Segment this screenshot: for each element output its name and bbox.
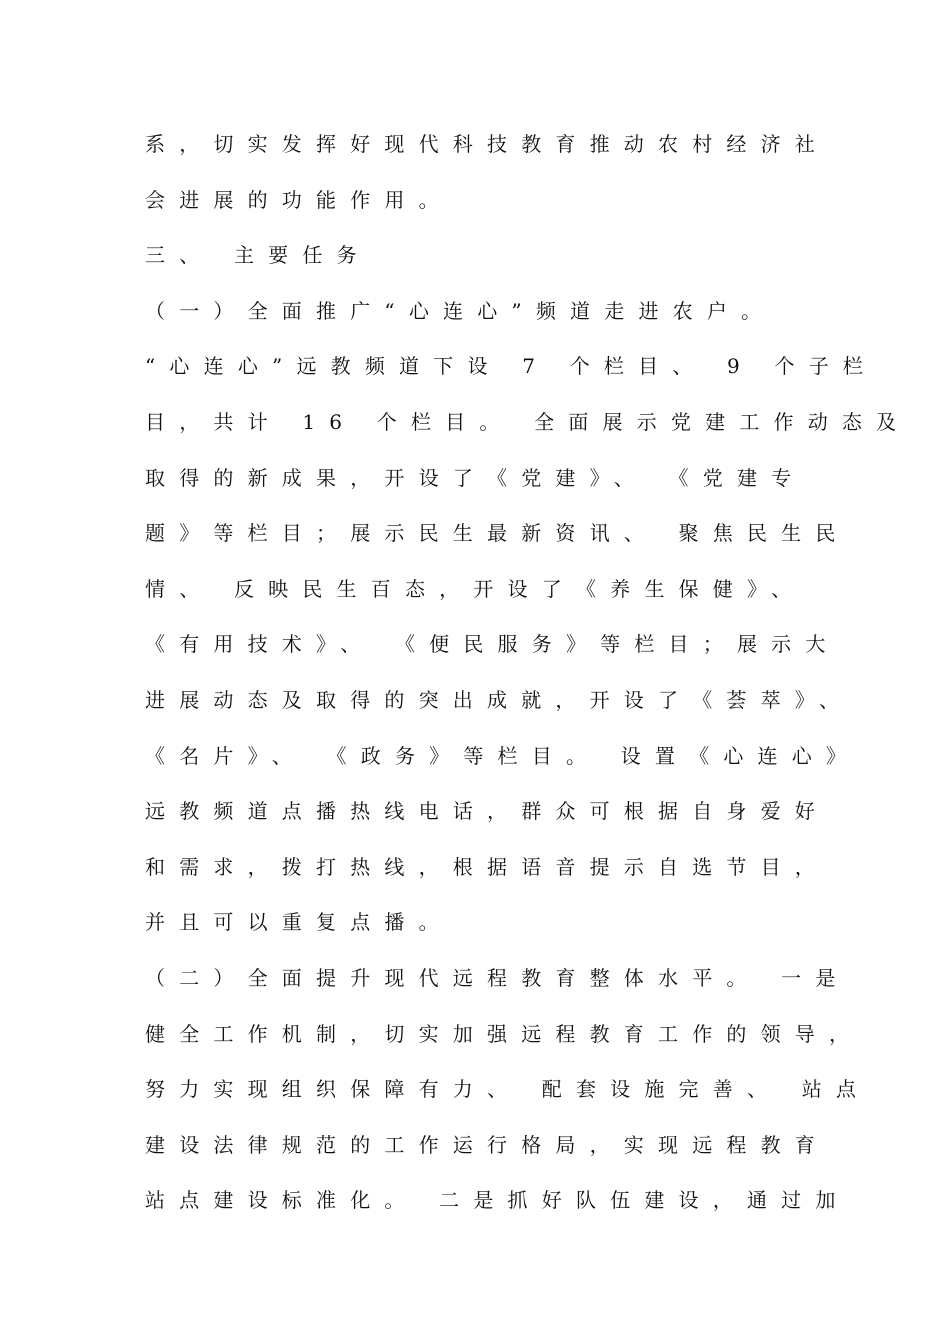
text-line-7: 取得的新成果，开设了《党建》、 《党建专 xyxy=(145,465,806,490)
text-line-10: 《有用技术》、 《便民服务》等栏目；展示大 xyxy=(145,632,840,657)
text-line-9: 情、 反映民生百态，开设了《养生保健》、 xyxy=(145,576,806,601)
text-line-18: 努力实现组织保障有力、 配套设施完善、 站点 xyxy=(145,1077,871,1102)
text-line-2: 会进展的功能作用。 xyxy=(145,187,453,212)
subsection-heading-1: （一）全面推广“心连心”频道走进农户。 xyxy=(145,298,776,323)
text-line-13: 远教频道点播热线电话，群众可根据自身爱好 xyxy=(145,799,829,824)
text-line-20: 站点建设标准化。 二是抓好队伍建设，通过加 xyxy=(145,1188,850,1213)
text-line-1: 系，切实发挥好现代科技教育推动农村经济社 xyxy=(145,132,829,156)
text-line-17: 健全工作机制，切实加强远程教育工作的领导， xyxy=(145,1021,864,1046)
text-line-12: 《名片》、 《政务》等栏目。 设置《心连心》 xyxy=(145,743,861,768)
text-line-19: 建设法律规范的工作运行格局，实现远程教育 xyxy=(145,1132,829,1157)
text-line-5: “心连心”远教频道下设 7 个栏目、 9 个子栏 xyxy=(145,354,878,379)
text-line-11: 进展动态及取得的突出成就，开设了《荟萃》、 xyxy=(145,687,854,712)
text-line-14: 和需求，拨打热线，根据语音提示自选节目， xyxy=(145,854,829,879)
text-line-15: 并且可以重复点播。 xyxy=(145,910,453,935)
subsection-heading-2: （二）全面提升现代远程教育整体水平。 一是 xyxy=(145,965,850,990)
text-line-8: 题》等栏目；展示民生最新资讯、 聚焦民生民 xyxy=(145,521,850,546)
text-line-6: 目，共计 16 个栏目。 全面展示党建工作动态及 xyxy=(145,409,911,434)
body-text xyxy=(145,124,911,1236)
section-heading: 三、 主要任务 xyxy=(145,243,371,268)
